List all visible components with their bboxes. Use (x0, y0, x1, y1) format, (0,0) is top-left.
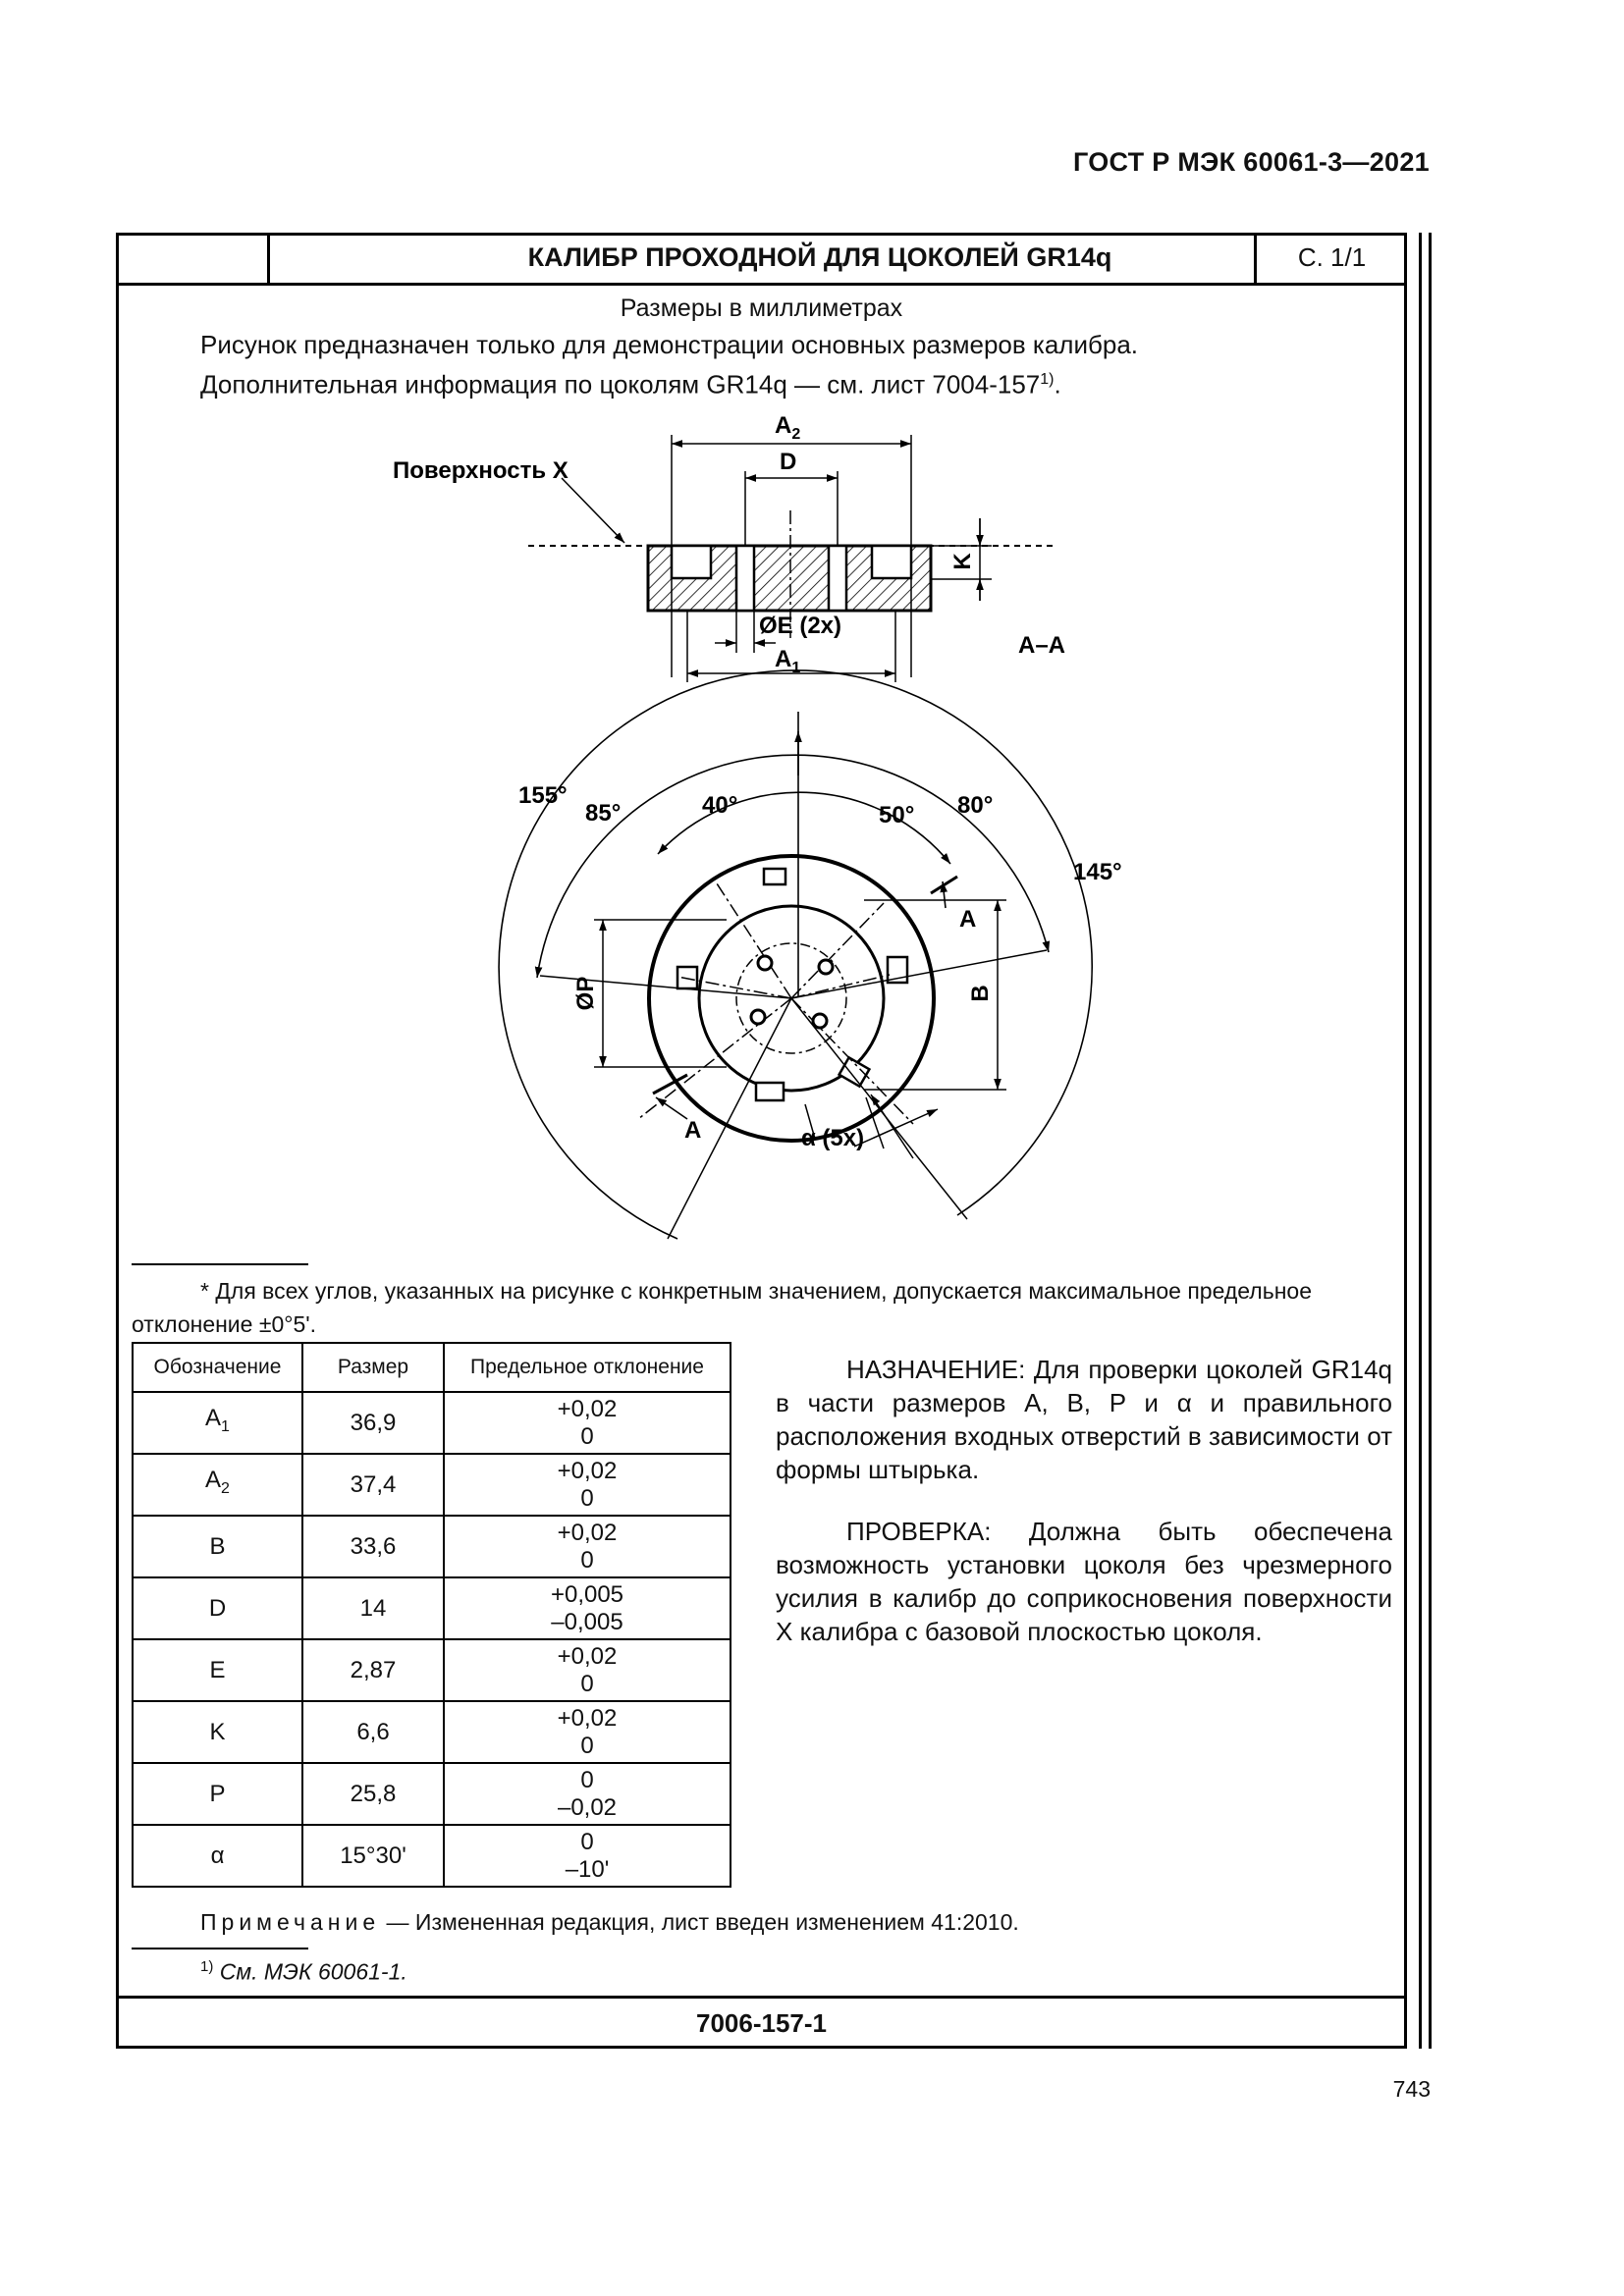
table-row (133, 1763, 731, 1825)
section-a-a-label: A–A (1018, 632, 1066, 659)
cell-symbol (133, 1639, 302, 1701)
cut-a-right-label: A (959, 906, 977, 933)
symbol-text: E (209, 1656, 226, 1683)
upper-tolerance: +0,02 (557, 1457, 618, 1484)
table-row (133, 1639, 731, 1701)
table-row (133, 1392, 731, 1454)
lower-tolerance: 0 (580, 1732, 594, 1759)
page-number: 743 (1392, 2076, 1431, 2102)
cell-size: 2,87 (302, 1639, 444, 1701)
dimensions-table (132, 1342, 731, 1888)
sheet-code: 7006-157-1 (116, 1996, 1407, 2049)
cell-tolerance (444, 1639, 731, 1701)
angle-tolerance-note: * Для всех углов, указанных на рисунке с конкретным значением, допускается максимальное предельное отклонение ±0°5'. (132, 1278, 1312, 1337)
upper-tolerance: +0,02 (557, 1395, 618, 1422)
table-row (133, 1701, 731, 1763)
col-header-size: Размер (302, 1343, 444, 1392)
intro-line-2-end: . (1054, 369, 1061, 400)
table-header-row (133, 1343, 731, 1392)
cell-size: 15°30' (302, 1825, 444, 1887)
note-text: — Измененная редакция, лист введен изменением 41:2010. (380, 1909, 1019, 1935)
footnote-rule (132, 1948, 308, 1949)
cell-tolerance (444, 1392, 731, 1454)
cell-size: 37,4 (302, 1454, 444, 1516)
lower-tolerance: –0,02 (557, 1793, 618, 1821)
angle-85-label: 85° (585, 800, 622, 827)
dim-e-label: ØE (2x) (759, 613, 842, 639)
cell-symbol (133, 1825, 302, 1887)
upper-tolerance: +0,005 (550, 1580, 624, 1608)
dimensions-caption: Размеры в миллиметрах (620, 294, 903, 322)
lower-tolerance: 0 (580, 1484, 594, 1512)
plan-view (499, 670, 1121, 1239)
angle-145-label: 145° (1073, 859, 1122, 885)
angle-50-label: 50° (879, 802, 915, 828)
cell-size: 14 (302, 1577, 444, 1639)
cell-tolerance (444, 1763, 731, 1825)
cell-tolerance (444, 1825, 731, 1887)
intro-line-1: Рисунок предназначен только для демонстрации основных размеров калибра. (200, 330, 1139, 359)
dim-k-label: K (949, 553, 976, 570)
symbol-text: D (208, 1594, 227, 1622)
dim-a2-label: $A_2$ (775, 412, 801, 443)
cut-a-left-label: A (684, 1117, 702, 1144)
table-row (133, 1825, 731, 1887)
symbol-text: A (205, 1405, 222, 1432)
table-row (133, 1454, 731, 1516)
footnote-1-mark: 1) (200, 1958, 214, 1975)
mid-angle-arc (537, 755, 1049, 978)
upper-tolerance: 0 (580, 1766, 594, 1793)
cell-tolerance (444, 1577, 731, 1639)
lower-tolerance: 0 (580, 1422, 594, 1450)
footnote-1 (200, 1958, 407, 1986)
cell-size: 33,6 (302, 1516, 444, 1577)
cell-symbol (133, 1701, 302, 1763)
intro-line-2-text: Дополнительная информация по цоколям GR14q — см. лист 7004-157 (200, 369, 1041, 400)
lower-tolerance: –0,005 (551, 1608, 623, 1635)
symbol-subscript: 1 (221, 1417, 230, 1435)
standard-number: ГОСТ Р МЭК 60061-3—2021 (1072, 147, 1430, 177)
hole-left (736, 546, 754, 611)
symbol-text: P (209, 1780, 226, 1807)
cell-symbol (133, 1454, 302, 1516)
cell-size: 36,9 (302, 1392, 444, 1454)
dim-p-label: ØP (572, 976, 599, 1011)
table-row (133, 1577, 731, 1639)
symbol-text: K (209, 1718, 226, 1745)
sheet-page: С. 1/1 (1254, 233, 1407, 283)
col-header-tolerance: Предельное отклонение (444, 1343, 731, 1392)
lower-tolerance: –10' (565, 1855, 610, 1883)
dim-d-label: D (780, 449, 797, 475)
cell-tolerance (444, 1516, 731, 1577)
cell-tolerance (444, 1454, 731, 1516)
cell-size: 6,6 (302, 1701, 444, 1763)
lower-tolerance: 0 (580, 1546, 594, 1574)
cell-symbol (133, 1516, 302, 1577)
upper-tolerance: +0,02 (557, 1519, 618, 1546)
cell-tolerance (444, 1701, 731, 1763)
note-label: Примечание (200, 1909, 381, 1935)
intro-footnote-mark: 1) (1040, 371, 1055, 388)
angle-40-label: 40° (702, 792, 738, 819)
alpha-label: α (5x) (801, 1125, 865, 1151)
purpose-text: НАЗНАЧЕНИЕ: Для проверки цоколей GR14q в части размеров A, B, P и α и правильного расположения входных отверстий в зависимости от формы штырька. (776, 1355, 1392, 1484)
slot-left (672, 546, 711, 578)
check-text: ПРОВЕРКА: Должна быть обеспечена возможность установки цоколя без чрезмерного усилия в калибр до соприкосновения поверхности X калибра с базовой плоскостью цоколя. (776, 1517, 1392, 1646)
upper-tolerance: +0,02 (557, 1704, 618, 1732)
col-header-symbol: Обозначение (133, 1343, 302, 1392)
upper-tolerance: 0 (580, 1828, 594, 1855)
symbol-text: α (210, 1842, 225, 1869)
section-view (393, 412, 1065, 682)
footnote-rule (132, 1263, 308, 1265)
lower-tolerance: 0 (580, 1670, 594, 1697)
symbol-text: A (205, 1467, 222, 1494)
symbol-text: B (209, 1532, 226, 1560)
dim-a1-label: $A_1$ (775, 646, 801, 676)
surface-x-label: Поверхность X (393, 457, 568, 484)
footnote-1-text: См. МЭК 60061-1. (219, 1958, 407, 1985)
hole-right (829, 546, 846, 611)
symbol-subscript: 2 (221, 1479, 230, 1497)
cell-symbol (133, 1577, 302, 1639)
slot-right (872, 546, 911, 578)
cell-size: 25,8 (302, 1763, 444, 1825)
angle-155-label: 155° (518, 782, 568, 809)
angle-80-label: 80° (957, 792, 994, 819)
dim-b-label: B (967, 985, 994, 1002)
upper-tolerance: +0,02 (557, 1642, 618, 1670)
table-row (133, 1516, 731, 1577)
note (200, 1909, 1019, 1936)
cell-symbol (133, 1392, 302, 1454)
sheet-title: КАЛИБР ПРОХОДНОЙ ДЛЯ ЦОКОЛЕЙ GR14q (527, 242, 1112, 272)
cell-symbol (133, 1763, 302, 1825)
